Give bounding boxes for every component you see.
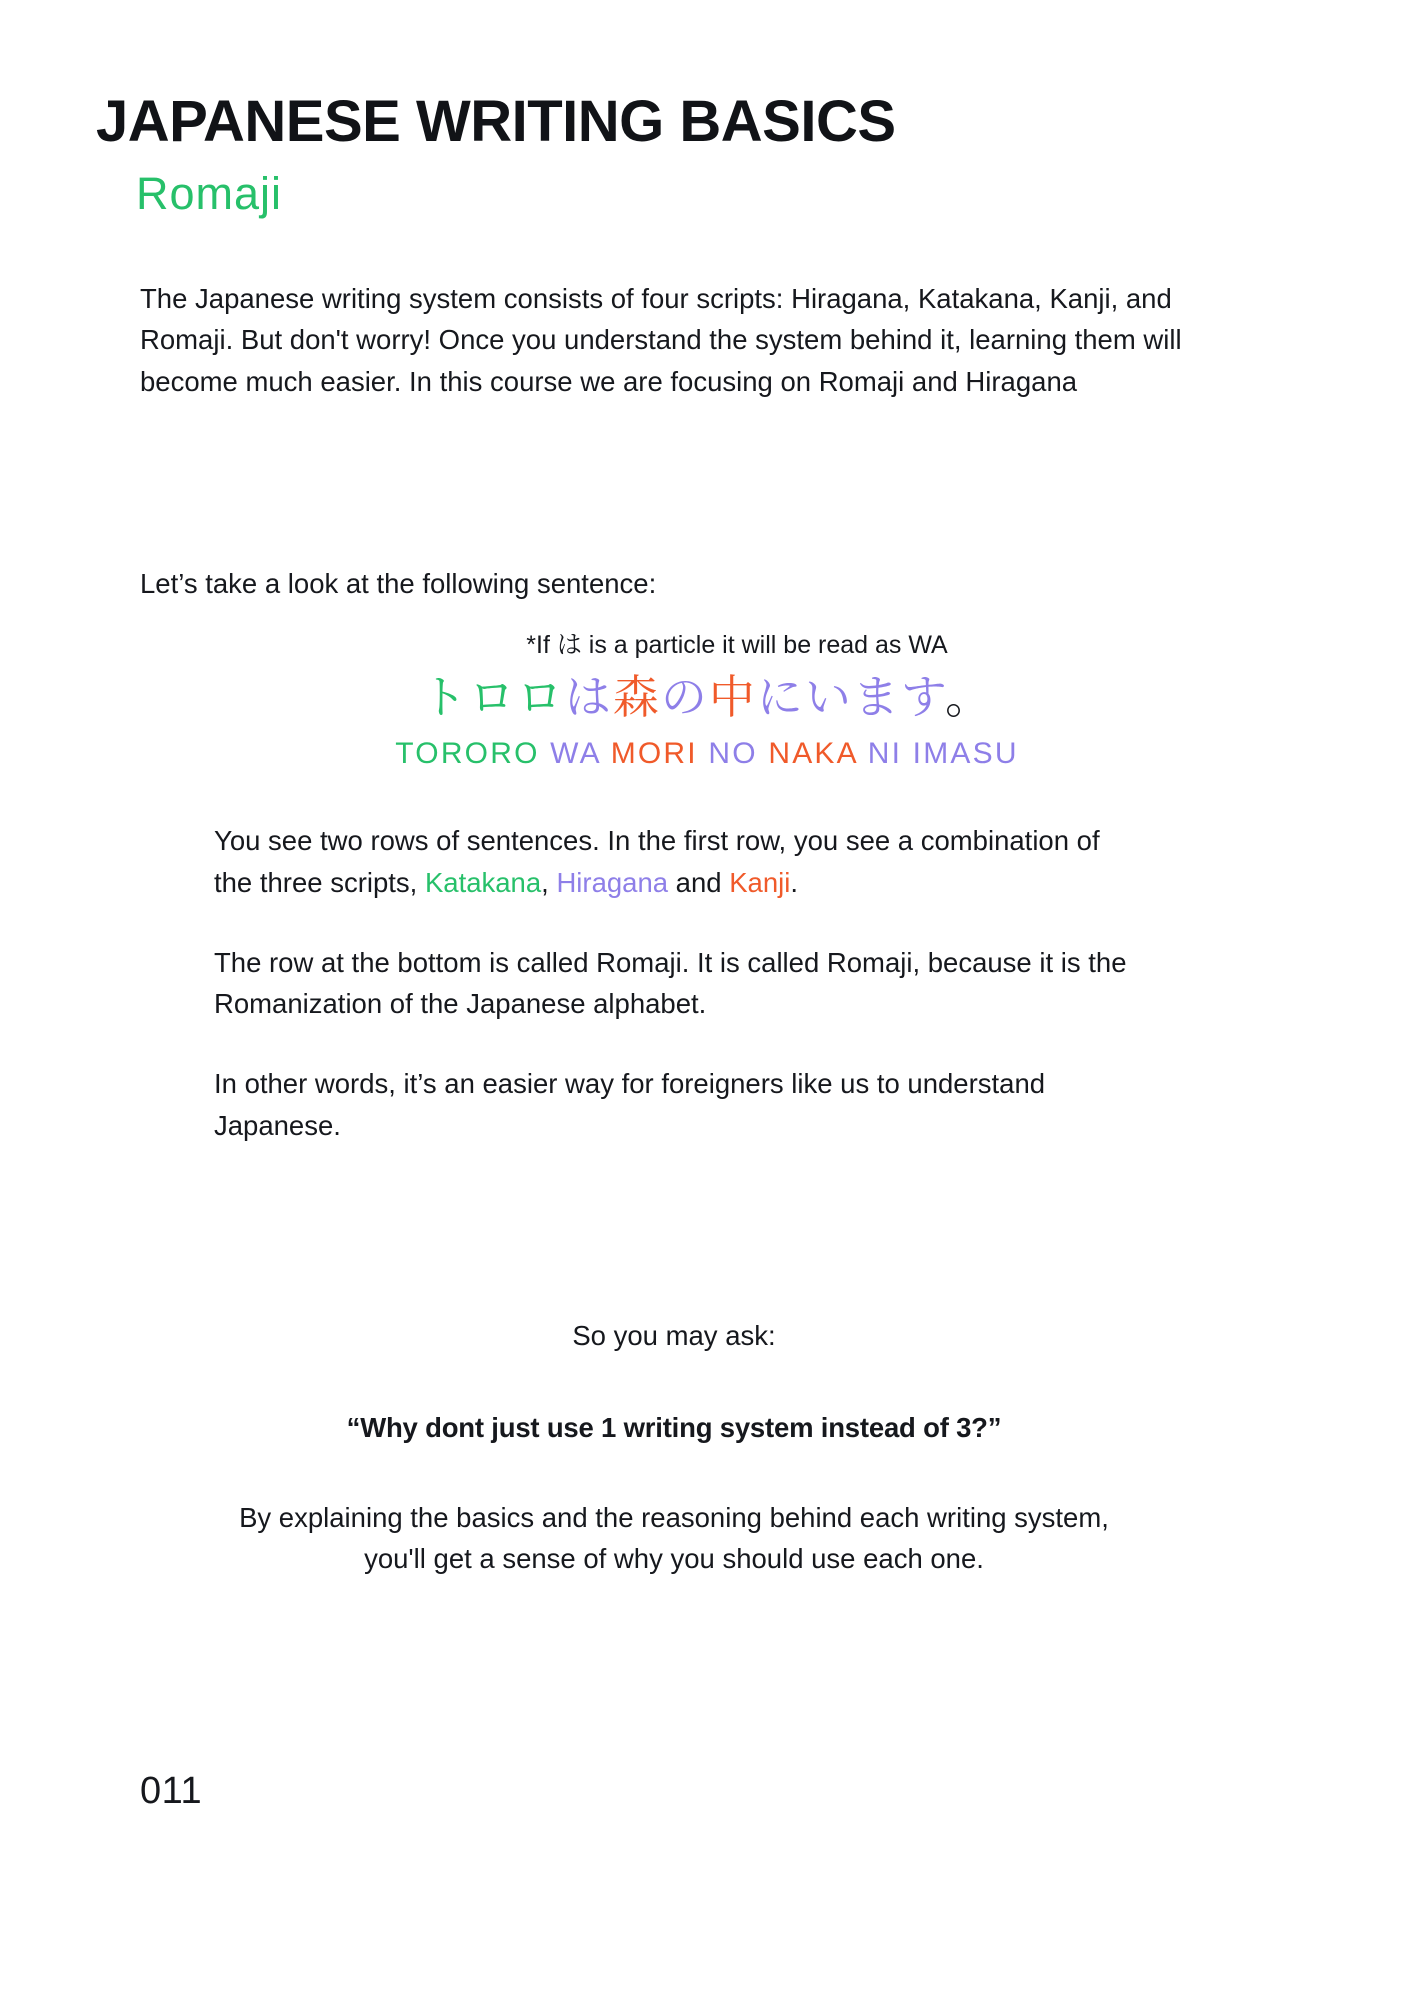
script-name-kanji: Kanji bbox=[729, 866, 791, 898]
closing-ask: So you may ask: bbox=[572, 1320, 776, 1351]
body-p1-comma: , bbox=[541, 866, 557, 898]
kanji-mori: 森 bbox=[612, 671, 661, 723]
intro-paragraph: The Japanese writing system consists of four scripts: Hiragana, Katakana, Kanji, and Romaji. But don't worry! Once you understand the system behind it, learning them will become much easier. In this course we are focusing on Romaji and Hiragana bbox=[140, 282, 1182, 398]
japanese-sentence bbox=[0, 667, 1414, 728]
closing-quote: “Why dont just use 1 writing system instead of 3?” bbox=[346, 1411, 1002, 1443]
closing-block bbox=[214, 1315, 1134, 1580]
page-number: 011 bbox=[140, 1770, 203, 1812]
body-p1-and: and bbox=[668, 866, 730, 898]
romaji-naka: NAKA bbox=[768, 736, 858, 770]
japanese-period: 。 bbox=[945, 671, 994, 723]
body-p1-end: . bbox=[790, 866, 799, 898]
body-p1-part1: You see two rows of sentences. In the first row, you see a combination of the three scripts, bbox=[214, 825, 1100, 898]
example-sentence-block bbox=[0, 625, 1414, 773]
script-name-katakana: Katakana bbox=[424, 866, 542, 898]
closing-explanation: By explaining the basics and the reasoning behind each writing system, you'll get a sense of why you should use each one. bbox=[239, 1501, 1109, 1575]
kanji-naka: 中 bbox=[708, 671, 757, 723]
body-paragraphs bbox=[214, 820, 1134, 1147]
romaji-ni: NI bbox=[867, 736, 903, 770]
katakana-tororo: トロロ bbox=[420, 671, 565, 723]
hiragana-no: の bbox=[660, 671, 709, 723]
page-subtitle: Romaji bbox=[136, 168, 283, 219]
leadin-paragraph: Let’s take a look at the following sentence: bbox=[140, 567, 657, 599]
romaji-mori: MORI bbox=[610, 736, 698, 770]
body-paragraph-2: The row at the bottom is called Romaji. It is called Romaji, because it is the Romanization of the Japanese alphabet. bbox=[214, 946, 1127, 1020]
particle-note: *If は is a particle it will be read as WA bbox=[526, 631, 948, 659]
romaji-sentence bbox=[0, 734, 1414, 773]
page-title: JAPANESE WRITING BASICS bbox=[96, 89, 896, 154]
romaji-imasu: IMASU bbox=[912, 736, 1019, 770]
hiragana-ni-imasu: にいます bbox=[756, 671, 946, 723]
hiragana-wa: は bbox=[564, 671, 613, 723]
body-paragraph-1 bbox=[214, 820, 1134, 904]
body-paragraph-3: In other words, it’s an easier way for foreigners like us to understand Japanese. bbox=[214, 1068, 1046, 1141]
romaji-tororo: TORORO bbox=[395, 736, 540, 770]
romaji-no: NO bbox=[708, 736, 758, 770]
romaji-wa: WA bbox=[550, 736, 601, 770]
script-name-hiragana: Hiragana bbox=[556, 866, 669, 898]
